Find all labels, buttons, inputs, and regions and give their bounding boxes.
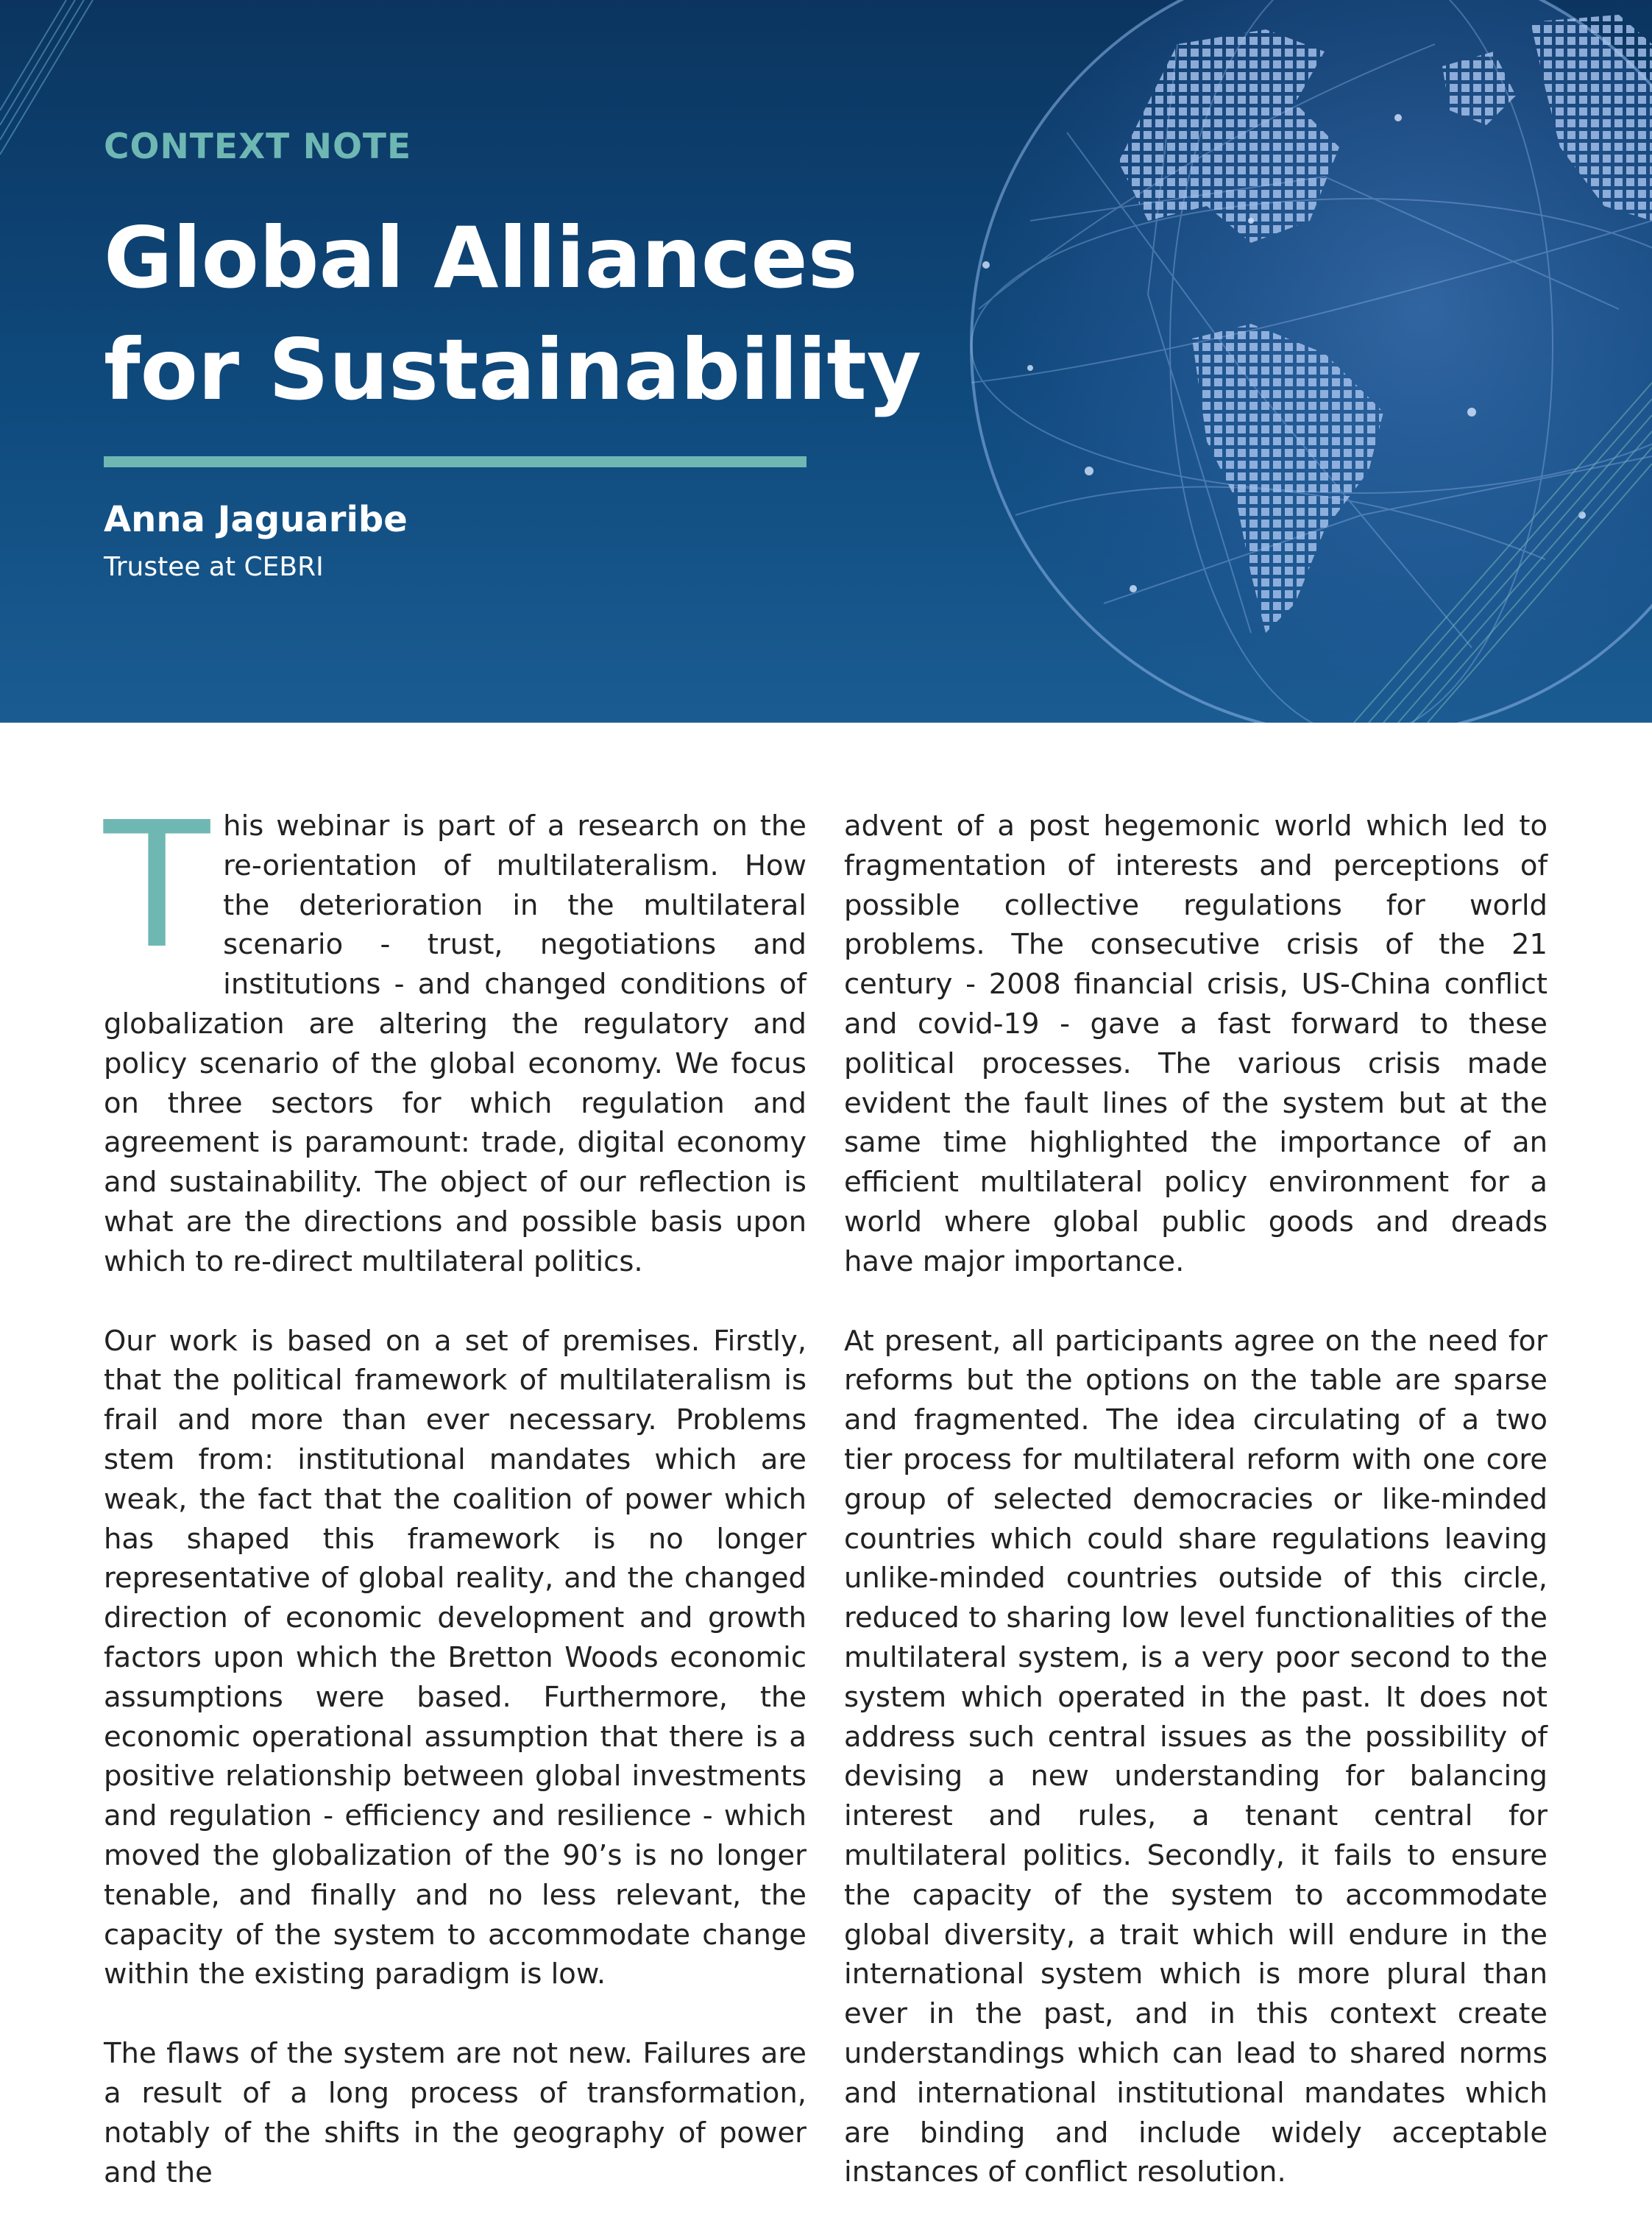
- paragraph-text: his webinar is part of a research on the re-orientation of multilateralism. How the deterioration in the multilateral scenario - trust, negotiations and institutions - and changed conditions of globalization are altering the regulatory and policy scenario of the global economy. We focus on three sectors for which regulation and agreement is paramount: trade, digital economy and sustainability. The object of our reflection is what are the directions and possible basis upon which to re-direct multilateral politics.: [104, 809, 806, 1278]
- paragraph: At present, all participants agree on the need for reforms but the options on the table are sparse and fragmented. The idea circulating of a two tier process for multilateral reform with one core group of selected democracies or like-minded countries which could share regulations leaving unlike-minded countries outside of this circle, reduced to sharing low level functionalities of the multilateral system, is a very poor second to the system which operated in the past. It does not address such central issues as the possibility of devising a new understanding for balancing interest and rules, a tenant central for multilateral politics. Secondly, it fails to ensure the capacity of the system to accommodate global diversity, a trait which will endure in the international system which is more plural than ever in the past, and in this context create understandings which can lead to shared norms and international institutional mandates which are binding and include widely acceptable instances of conflict resolution.: [844, 1324, 1548, 2189]
- paragraph: advent of a post hegemonic world which led to fragmentation of interests and perceptions of possible collective regulations for world problems. The consecutive crisis of the 21 century - 2008 financial crisis, US-China conflict and covid-19 - gave a fast forward to these political processes. The various crisis made evident the fault lines of the system but at the same time highlighted the importance of an efficient multilateral policy environment for a world where global public goods and dreads have major importance.: [844, 809, 1548, 1278]
- paragraph: [104, 784, 806, 1282]
- header-banner: [0, 0, 1652, 723]
- drop-cap: T: [104, 784, 210, 987]
- paragraph: The flaws of the system are not new. Failures are a result of a long process of transformation, notably of the shifts in the geography of power and the: [104, 2037, 806, 2189]
- title-divider: [104, 456, 806, 467]
- author-role: Trustee at CEBRI: [104, 552, 324, 582]
- left-column: [104, 784, 806, 2232]
- page-title: Global Alliances for Sustainability: [104, 209, 922, 419]
- paragraph: Our work is based on a set of premises. Firstly, that the political framework of multilateralism is frail and more than ever necessary. Problems stem from: institutional mandates which are weak, the fact that the coalition of power which has shaped this framework is no longer representative of global reality, and the changed direction of economic development and growth factors upon which the Bretton Woods economic assumptions were based. Furthermore, the economic operational assumption that there is a positive relationship between global investments and regulation - efficiency and resilience - which moved the globalization of the 90’s is no longer tenable, and finally and no less relevant, the capacity of the system to accommodate change within the existing paradigm is low.: [104, 1324, 806, 1991]
- context-note-label: CONTEXT NOTE: [104, 127, 412, 167]
- author-name: Anna Jaguaribe: [104, 499, 408, 540]
- right-column: [844, 807, 1548, 2232]
- stripe-lines-top-left: [0, 0, 93, 155]
